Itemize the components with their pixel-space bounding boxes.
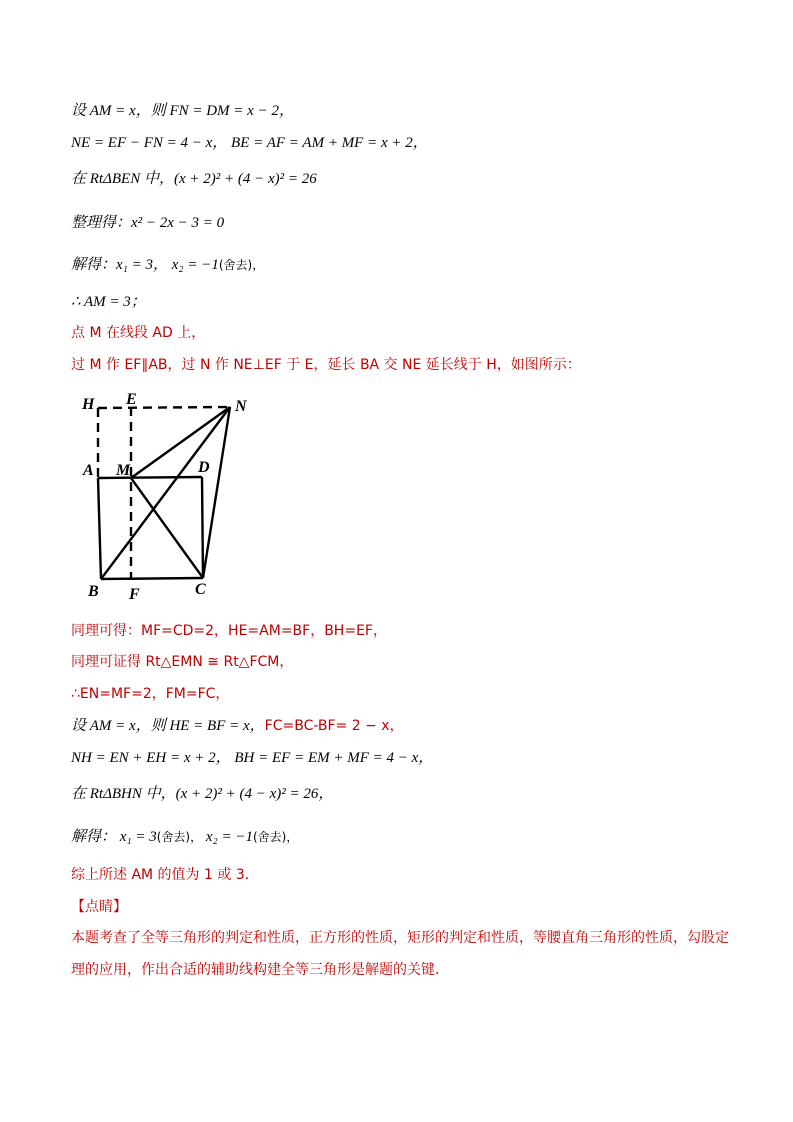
line-14: 在 RtΔBHN 中，(x + 2)² + (4 − x)² = 26， [71, 786, 334, 802]
line-2: NE = EF − FN = 4 − x， BE = AF = AM + MF = x + 2， [71, 135, 428, 151]
line-15: 解得： x₁ = 3(舍去)， x₂ = −1(舍去)， [71, 829, 299, 845]
summary-paragraph: 本题考查了全等三角形的判定和性质，正方形的性质，矩形的判定和性质，等腰直角三角形的性质，勾股定理的应用，作出合适的辅助线构建全等三角形是解题的关键． [71, 930, 729, 978]
line-11: ∴EN=MF=2，FM=FC， [71, 686, 230, 702]
section-heading-dianjing: 【点睛】 [71, 899, 127, 915]
label-D: D [198, 459, 210, 476]
label-F: F [129, 586, 140, 603]
line-3: 在 RtΔBEN 中，(x + 2)² + (4 − x)² = 26 [71, 171, 317, 187]
line-4: 整理得：x² − 2x − 3 = 0 [71, 215, 225, 231]
line-9: 同理可得：MF=CD=2，HE=AM=BF，BH=EF， [71, 623, 387, 639]
segment-AB [98, 478, 101, 579]
segment-MN [131, 407, 230, 478]
line-12: 设 AM = x，则 HE = BF = x，FC=BC-BF= 2 − x， [71, 718, 404, 734]
segment-BN [101, 407, 230, 579]
label-M: M [116, 462, 131, 479]
line-6: ∴ AM = 3； [71, 294, 146, 310]
segment-DC [202, 477, 203, 578]
line-10: 同理可证得 Rt△EMN ≅ Rt△FCM， [71, 654, 294, 670]
segment-CN [203, 407, 230, 578]
label-H: H [82, 396, 95, 413]
label-C: C [195, 581, 206, 598]
line-16: 综上所述 AM 的值为 1 或 3． [71, 867, 259, 883]
line-13: NH = EN + EH = x + 2， BH = EF = EM + MF = 4 − x， [71, 750, 434, 766]
label-E: E [126, 391, 137, 408]
line-5: 解得：x₁ = 3， x₂ = −1(舍去)， [71, 257, 265, 273]
segment-HN [98, 407, 230, 408]
label-N: N [235, 398, 247, 415]
label-A: A [83, 462, 94, 479]
line-1: 设 AM = x，则 FN = DM = x − 2， [71, 103, 294, 119]
line-8: 过 M 作 EF∥AB，过 N 作 NE⊥EF 于 E，延长 BA 交 NE 延长线于 H，如图所示： [71, 357, 581, 373]
segment-BC [101, 578, 203, 579]
geometry-figure [78, 388, 278, 603]
label-B: B [88, 583, 99, 600]
line-7: 点 M 在线段 AD 上， [71, 325, 206, 341]
segment-AD [98, 477, 202, 478]
